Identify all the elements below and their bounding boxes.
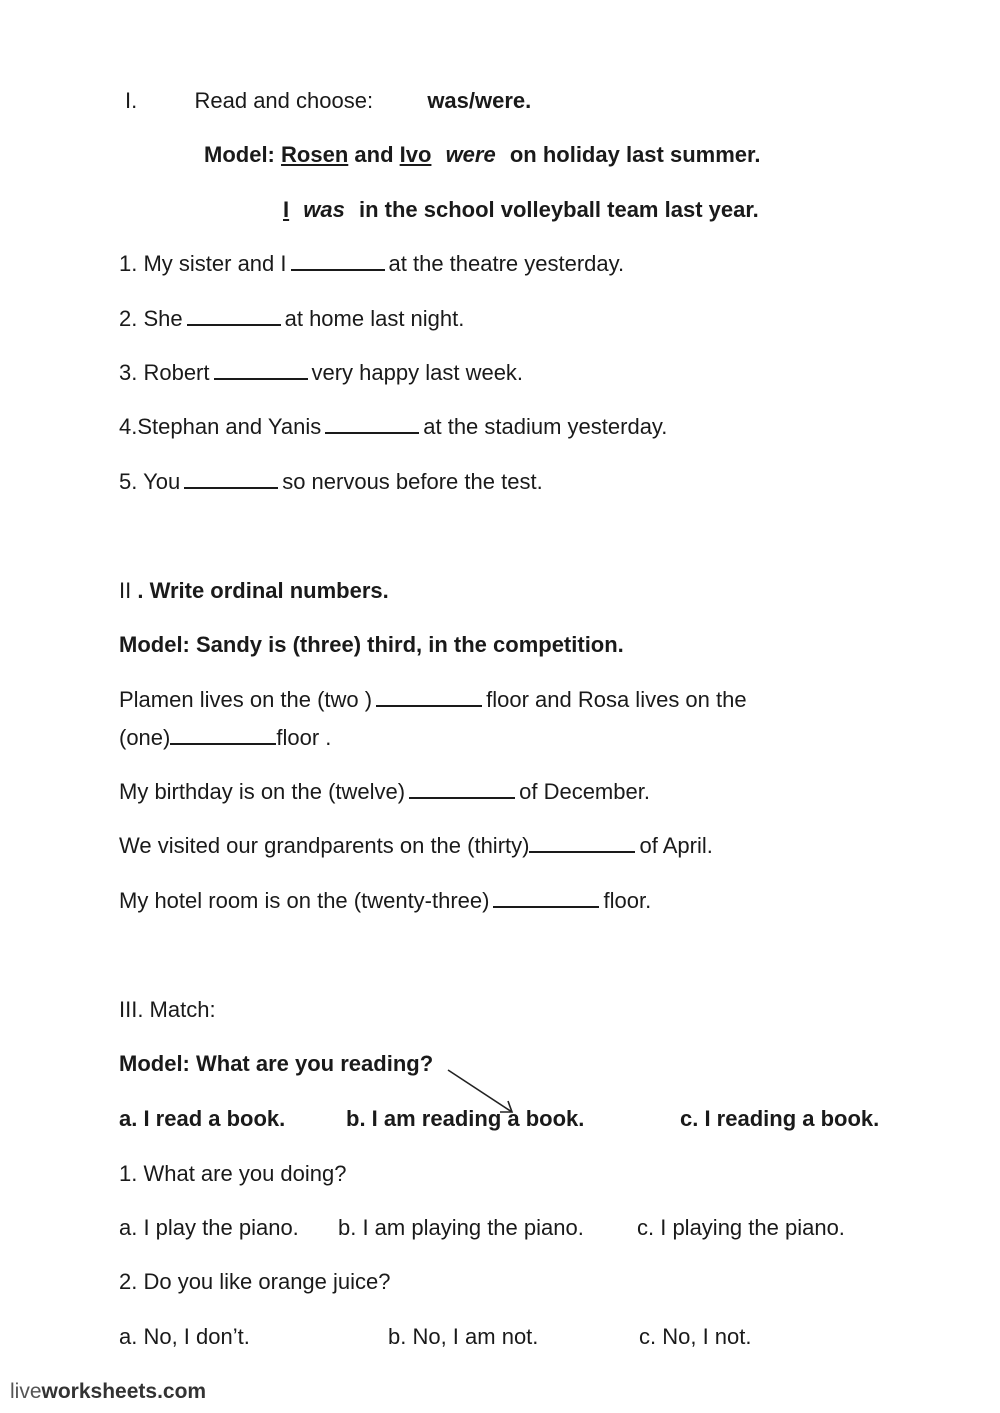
item-text: of April. <box>639 833 713 858</box>
model1-subj2: Ivo <box>399 142 432 167</box>
model2-subj: I <box>283 197 290 222</box>
item-text: 3. Robert <box>119 360 210 385</box>
section3-model-option-a[interactable]: a. I read a book. <box>119 1106 286 1131</box>
model-label: Model: <box>204 142 275 167</box>
item-text: 4.Stephan and Yanis <box>119 414 322 439</box>
section1-roman: I. <box>125 88 138 113</box>
item-text: My birthday is on the (twelve) <box>119 779 406 804</box>
model1-subj1: Rosen <box>281 142 349 167</box>
model2-verb: was <box>303 197 345 222</box>
question-2-option-b[interactable]: b. No, I am not. <box>388 1324 539 1349</box>
item-text: so nervous before the test. <box>282 469 543 494</box>
model1-rest: on holiday last summer. <box>509 142 761 167</box>
item-text: My hotel room is on the (twenty-three) <box>119 888 490 913</box>
question-2-option-a[interactable]: a. No, I don’t. <box>119 1324 250 1349</box>
item-text: 1. My sister and I <box>119 251 287 276</box>
model1-and: and <box>354 142 394 167</box>
section3-model-question: Model: What are you reading? <box>119 1051 434 1076</box>
item-text: floor and Rosa lives on the <box>486 687 747 712</box>
logo-main: worksheets.com <box>41 1380 207 1403</box>
item-text: Plamen lives on the (two ) <box>119 687 373 712</box>
item-text: floor . <box>276 725 332 750</box>
section3-model-option-b[interactable]: b. I am reading a book. <box>346 1106 585 1131</box>
question-1-option-c[interactable]: c. I playing the piano. <box>637 1215 845 1240</box>
item-text: We visited our grandparents on the (thirty) <box>119 833 530 858</box>
section2-title: . Write ordinal numbers. <box>137 578 389 603</box>
section2-model: Model: Sandy is (three) third, in the competition. <box>119 632 624 657</box>
item-text: 5. You <box>119 469 181 494</box>
model1-verb: were <box>445 142 496 167</box>
section1-instruction: Read and choose: <box>194 88 374 113</box>
question-2: 2. Do you like orange juice? <box>119 1269 391 1294</box>
section1-options: was/were. <box>427 88 532 113</box>
question-1-option-a[interactable]: a. I play the piano. <box>119 1215 299 1240</box>
question-2-option-c[interactable]: c. No, I not. <box>639 1324 752 1349</box>
item-text: very happy last week. <box>311 360 524 385</box>
section3-model-option-c[interactable]: c. I reading a book. <box>680 1106 880 1131</box>
item-text: at the theatre yesterday. <box>388 251 625 276</box>
item-text: (one) <box>119 725 171 750</box>
item-text: floor. <box>603 888 652 913</box>
item-text: at the stadium yesterday. <box>423 414 668 439</box>
model2-rest: in the school volleyball team last year. <box>358 197 759 222</box>
item-text: at home last night. <box>284 306 465 331</box>
logo-prefix: live <box>10 1380 42 1403</box>
section3-title: III. Match: <box>119 997 216 1022</box>
question-1-option-b[interactable]: b. I am playing the piano. <box>338 1215 584 1240</box>
liveworksheets-logo <box>10 1380 206 1404</box>
item-text: of December. <box>519 779 650 804</box>
question-1: 1. What are you doing? <box>119 1161 347 1186</box>
item-text: 2. She <box>119 306 183 331</box>
section2-roman: II <box>119 578 132 603</box>
